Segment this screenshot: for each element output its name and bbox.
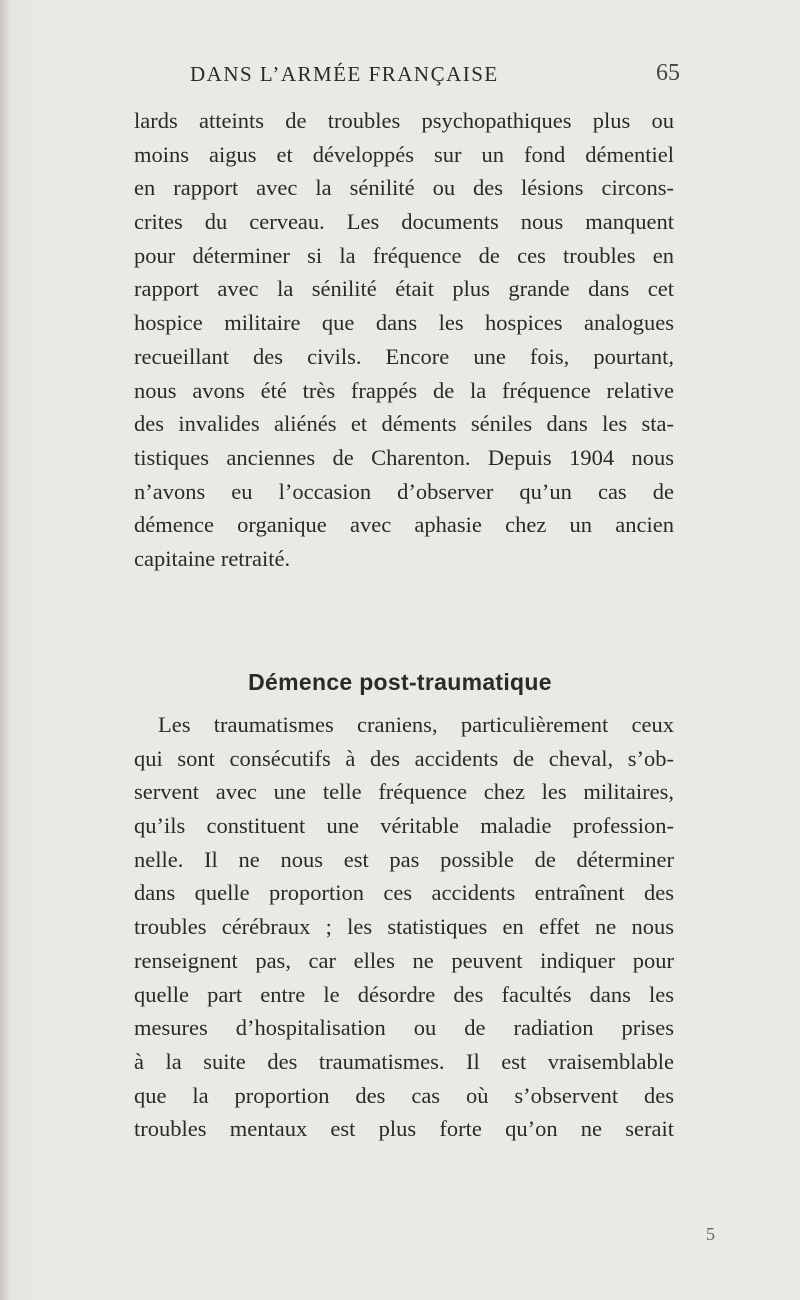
text-line: crites du cerveau. Les documents nous manquent: [134, 209, 674, 235]
text-line: moins aigus et développés sur un fond démentiel: [134, 141, 674, 167]
text-line: n’avons eu l’occasion d’observer qu’un cas de: [134, 478, 674, 504]
text-line: troubles mentaux est plus forte qu’on ne serait: [134, 1116, 674, 1142]
text-line: hospice militaire que dans les hospices analogues: [134, 310, 674, 336]
paragraph-2: [134, 708, 674, 1146]
text-line: quelle part entre le désordre des facultés dans les: [134, 981, 674, 1007]
page-number: 65: [656, 60, 680, 86]
text-line: des invalides aliénés et déments séniles dans les sta-: [134, 411, 674, 437]
text-line: tistiques anciennes de Charenton. Depuis 1904 nous: [134, 444, 674, 470]
page-edge-shadow: [0, 0, 10, 1300]
text-line: Les traumatismes craniens, particulièrement ceux: [158, 712, 674, 737]
text-line: pour déterminer si la fréquence de ces troubles en: [134, 242, 674, 268]
text-line: qu’ils constituent une véritable maladie profession-: [134, 813, 674, 839]
text-line: rapport avec la sénilité était plus grande dans cet: [134, 276, 674, 302]
text-line: dans quelle proportion ces accidents entraînent des: [134, 880, 674, 906]
text-line: nous avons été très frappés de la fréquence relative: [134, 377, 674, 403]
text-line: à la suite des traumatismes. Il est vraisemblable: [134, 1048, 674, 1074]
section-heading: Démence post-traumatique: [248, 669, 552, 695]
text-line: recueillant des civils. Encore une fois, pourtant,: [134, 343, 674, 369]
text-line: lards atteints de troubles psychopathiques plus ou: [134, 108, 674, 133]
paragraph-1: [134, 104, 674, 576]
text-line: mesures d’hospitalisation ou de radiation prises: [134, 1015, 674, 1041]
running-head: DANS L’ARMÉE FRANÇAISE: [190, 62, 499, 86]
text-line: servent avec une telle fréquence chez les militaires,: [134, 779, 674, 805]
page-header: [120, 62, 680, 92]
text-line: en rapport avec la sénilité ou des lésions circons-: [134, 175, 674, 201]
text-line: nelle. Il ne nous est pas possible de déterminer: [134, 846, 674, 872]
text-line: que la proportion des cas où s’observent des: [134, 1082, 674, 1108]
text-line: troubles cérébraux ; les statistiques en effet ne nous: [134, 914, 674, 940]
text-line: capitaine retraité.: [134, 545, 291, 571]
text-line: renseignent pas, car elles ne peuvent indiquer pour: [134, 947, 674, 973]
signature-mark: 5: [706, 1224, 715, 1244]
text-line: qui sont consécutifs à des accidents de cheval, s’ob-: [134, 745, 674, 771]
text-line: démence organique avec aphasie chez un ancien: [134, 512, 674, 538]
